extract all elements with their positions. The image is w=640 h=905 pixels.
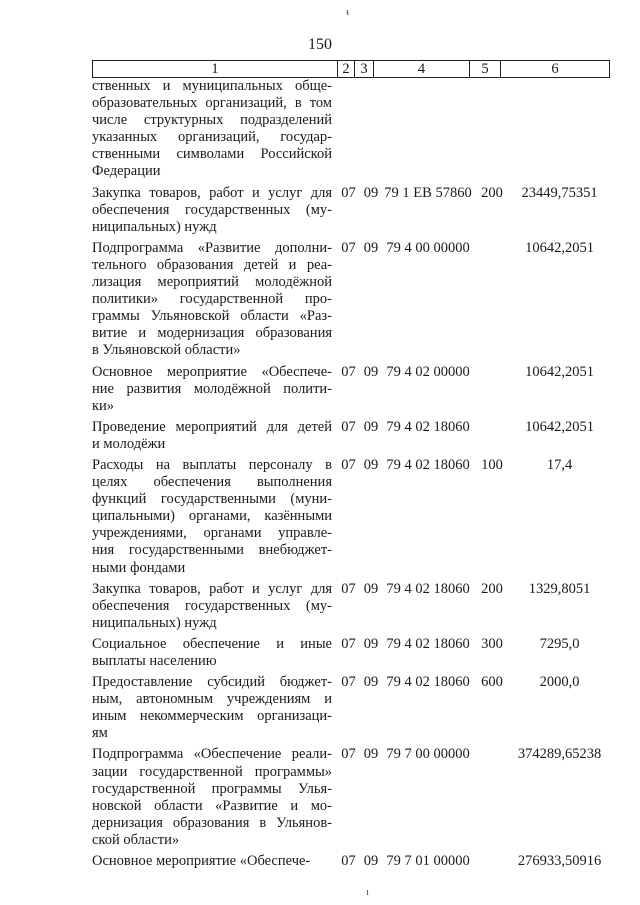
row-name-line: учреждениями, органами управле-	[92, 525, 332, 542]
header-cell: 3	[355, 61, 374, 77]
table-header	[92, 60, 610, 78]
row-name	[92, 419, 332, 453]
row-name-line: Закупка товаров, работ и услуг для	[92, 580, 332, 597]
row-name	[92, 636, 332, 670]
row-name-line: дернизация образования в Ульянов-	[92, 814, 332, 831]
header-cell: 2	[338, 61, 355, 77]
row-name-line: ным, автономным учреждениям и	[92, 691, 332, 708]
section-code: 07	[341, 853, 356, 870]
header-cell: 6	[551, 61, 559, 77]
target-article-code: 79 4 02 18060	[386, 674, 470, 691]
amount: 2000,0	[539, 674, 580, 691]
subsection-code: 09	[363, 456, 379, 473]
subsection-code: 09	[363, 746, 379, 763]
table-row	[92, 240, 610, 360]
row-name-line: зации государственной программы»	[92, 763, 332, 780]
table-row	[92, 853, 610, 870]
amount: 7295,0	[539, 635, 580, 652]
row-name-line: Социальное обеспечение и иные	[92, 635, 332, 652]
table-row	[92, 581, 610, 632]
row-name-line: указанных организаций, государ-	[92, 129, 332, 146]
row-name-line: ниципальных) нужд	[92, 218, 217, 235]
subsection-code: 09	[363, 853, 379, 870]
target-article-code: 79 4 02 18060	[386, 418, 470, 435]
target-article-code: 79 7 00 00000	[386, 746, 470, 763]
row-name-line: витие и модернизация образования	[92, 325, 332, 342]
target-article-code: 79 4 02 18060	[386, 456, 470, 473]
row-name-line: Основное мероприятие «Обеспече-	[92, 853, 311, 870]
row-name-line: государственной программы Улья-	[92, 780, 332, 797]
section-code: 07	[341, 184, 356, 201]
row-name-line: ственных и муниципальных обще-	[92, 78, 332, 94]
row-name-line: Подпрограмма «Обеспечение реали-	[92, 746, 332, 763]
row-name-line: ниципальных) нужд	[92, 614, 217, 631]
row-name-line: ципальными) органами, казёнными	[92, 508, 332, 525]
table-row	[92, 674, 610, 742]
amount: 1329,8051	[528, 580, 591, 597]
section-code: 07	[341, 580, 356, 597]
scan-mark: ı	[366, 886, 370, 898]
row-name-line: ния государственными внебюджет-	[92, 542, 332, 559]
row-name-line: целях обеспечения выполнения	[92, 474, 332, 491]
row-name-line: выплаты населению	[92, 653, 217, 669]
row-name	[92, 185, 332, 236]
subsection-code: 09	[363, 418, 379, 435]
row-name-line: ям	[92, 725, 108, 742]
amount: 10642,2051	[525, 418, 594, 435]
table-row	[92, 457, 610, 577]
section-code: 07	[341, 456, 356, 473]
row-name-line: в Ульяновской области»	[92, 342, 241, 359]
row-name-line: обеспечения государственных (му-	[92, 597, 332, 614]
scan-mark: ᵼ	[346, 6, 349, 18]
header-cell: 5	[470, 61, 501, 77]
row-name-line: образовательных организаций, в том	[92, 95, 332, 112]
subsection-code: 09	[363, 635, 379, 652]
row-name-line: граммы Ульяновской области «Раз-	[92, 308, 332, 325]
subsection-code: 09	[363, 674, 379, 691]
section-code: 07	[341, 239, 356, 256]
row-name	[92, 78, 332, 181]
row-name-line: ки»	[92, 397, 115, 414]
expense-type-code: 600	[481, 674, 503, 691]
row-name-line: тельного образования детей и реа-	[92, 256, 332, 273]
amount: 374289,65238	[517, 746, 602, 763]
row-name-line: ской области»	[92, 831, 180, 848]
subsection-code: 09	[363, 363, 379, 380]
amount: 10642,2051	[525, 363, 594, 380]
row-name-line: Подпрограмма «Развитие дополни-	[92, 239, 332, 256]
section-code: 07	[341, 418, 356, 435]
target-article-code: 79 1 EB 57860	[384, 184, 472, 201]
subsection-code: 09	[363, 239, 379, 256]
section-code: 07	[341, 746, 356, 763]
row-name-line: ственными символами Российской	[92, 146, 332, 163]
row-name	[92, 364, 332, 415]
row-name	[92, 853, 332, 870]
section-code: 07	[341, 635, 356, 652]
amount: 17,4	[546, 456, 573, 473]
amount: 10642,2051	[525, 239, 594, 256]
table-row	[92, 636, 610, 670]
amount: 23449,75351	[521, 184, 598, 201]
row-name	[92, 240, 332, 360]
row-name-line: числе структурных подразделений	[92, 112, 332, 129]
row-name-line: Предоставление субсидий бюджет-	[92, 674, 332, 691]
row-name-line: Федерации	[92, 163, 161, 180]
section-code: 07	[341, 363, 356, 380]
target-article-code: 79 4 02 18060	[386, 635, 470, 652]
header-cell: 4	[374, 61, 470, 77]
target-article-code: 79 7 01 00000	[386, 853, 470, 870]
row-name-line: Основное мероприятие «Обеспече-	[92, 363, 332, 380]
table-row	[92, 746, 610, 849]
table-row	[92, 78, 610, 181]
table-row	[92, 185, 610, 236]
subsection-code: 09	[363, 184, 379, 201]
page-number: 150	[308, 36, 332, 53]
expense-type-code: 200	[481, 580, 503, 597]
row-name-line: функций государственными (муни-	[92, 491, 332, 508]
row-name-line: новской области «Развитие и мо-	[92, 797, 332, 814]
row-name-line: ными фондами	[92, 559, 186, 576]
table-row	[92, 419, 610, 453]
row-name-line: лизация мероприятий молодёжной	[92, 274, 332, 291]
target-article-code: 79 4 02 18060	[386, 580, 470, 597]
row-name	[92, 581, 332, 632]
row-name	[92, 746, 332, 849]
row-name	[92, 674, 332, 742]
header-cell: 1	[93, 61, 338, 77]
target-article-code: 79 4 02 00000	[386, 363, 470, 380]
row-name-line: Закупка товаров, работ и услуг для	[92, 184, 332, 201]
table-row	[92, 364, 610, 415]
row-name-line: Расходы на выплаты персоналу в	[92, 456, 332, 473]
expense-type-code: 100	[481, 456, 503, 473]
target-article-code: 79 4 00 00000	[386, 239, 470, 256]
section-code: 07	[341, 674, 356, 691]
expense-type-code: 300	[481, 635, 503, 652]
table-body	[92, 78, 610, 874]
amount: 276933,50916	[517, 853, 602, 870]
expense-type-code: 200	[481, 184, 503, 201]
row-name-line: иным некоммерческим организаци-	[92, 708, 332, 725]
row-name-line: политики» государственной про-	[92, 291, 332, 308]
subsection-code: 09	[363, 580, 379, 597]
row-name-line: и молодёжи	[92, 435, 166, 452]
row-name-line: обеспечения государственных (му-	[92, 201, 332, 218]
row-name	[92, 457, 332, 577]
row-name-line: ние развития молодёжной полити-	[92, 380, 332, 397]
row-name-line: Проведение мероприятий для детей	[92, 418, 332, 435]
